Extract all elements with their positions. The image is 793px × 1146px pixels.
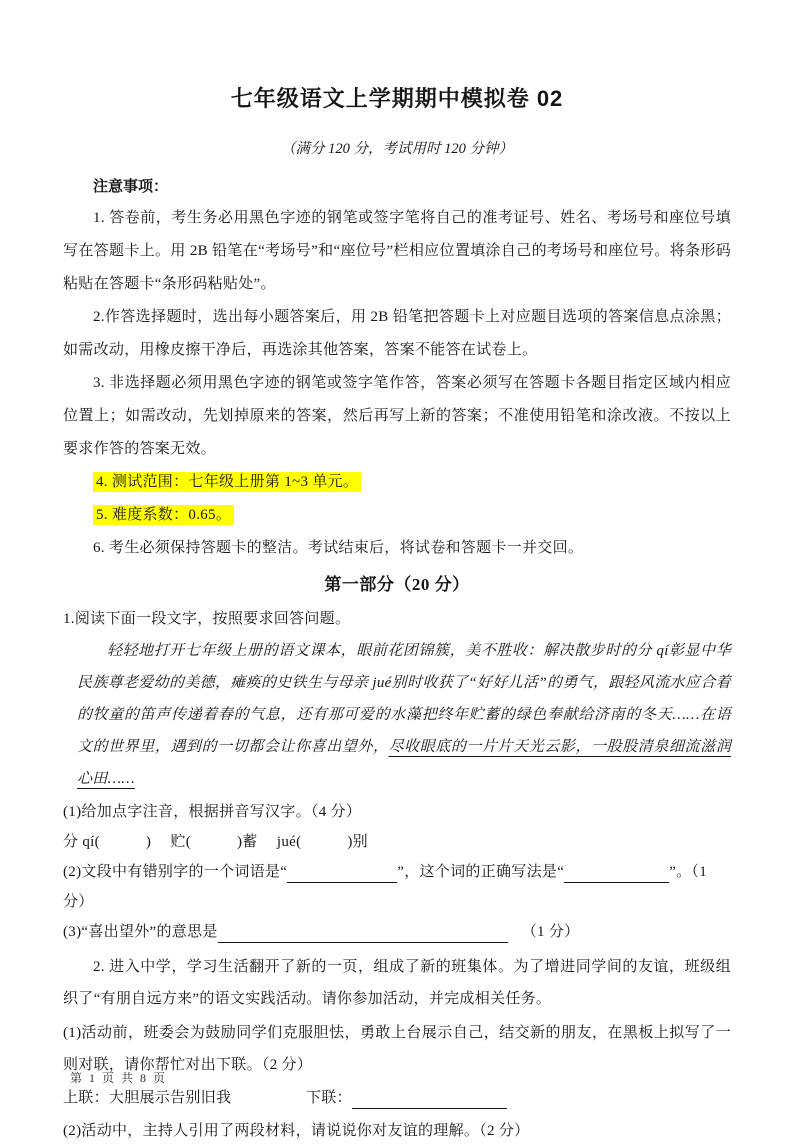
notice-item-3: 3. 非选择题必须用黑色字迹的钢笔或签字笔作答，答案必须写在答题卡各题目指定区域内相应位置上；如需改动，先划掉原来的答案，然后再写上新的答案；不准使用铅笔和涂改液。不按以上要求作答的答案无效。 bbox=[63, 375, 731, 457]
highlighted-text: 5. 难度系数：0.65。 bbox=[93, 505, 234, 525]
answer-blank bbox=[218, 927, 508, 943]
answer-blank bbox=[352, 1093, 507, 1109]
sub-2-text: ”，这个词的正确写法是“ bbox=[397, 864, 565, 880]
notice-item-4 bbox=[63, 466, 731, 499]
question-1-sub-1: (1)给加点字注音，根据拼音写汉字。（4 分） bbox=[63, 804, 362, 820]
page-footer: 第 1 页 共 8 页 bbox=[70, 1071, 168, 1085]
answer-blank bbox=[287, 867, 397, 883]
couplet-upper: 上联：大胆展示告别旧我 bbox=[63, 1090, 232, 1106]
notice-item-1: 1. 答卷前，考生务必用黑色字迹的钢笔或签字笔将自己的准考证号、姓名、考场号和座位号填写在答题卡上。用 2B 铅笔在“考场号”和“座位号”栏相应位置填涂自己的考场号和座位号。将条形码粘贴在答题卡“条形码粘贴处”。 bbox=[63, 210, 731, 292]
notice-item-5 bbox=[63, 499, 731, 532]
section-1-heading: 第一部分（20 分） bbox=[324, 575, 470, 594]
sub-3-text: （1 分） bbox=[521, 924, 580, 940]
passage-underlined-text: 尽收眼底的一片片天光云影，一股股清泉细流滋润心田…… bbox=[77, 739, 731, 787]
question-2-couplet-line bbox=[63, 1083, 731, 1113]
highlighted-text: 4. 测试范围：七年级上册第 1~3 单元。 bbox=[93, 472, 361, 492]
sub-2-text: (2)文段中有错别字的一个词语是“ bbox=[63, 864, 288, 880]
page-title: 七年级语文上学期期中模拟卷 02 bbox=[230, 86, 564, 111]
question-1-sub-2 bbox=[63, 857, 731, 917]
answer-blank bbox=[564, 867, 669, 883]
question-2-stem: 2. 进入中学，学习生活翻开了新的一页，组成了新的班集体。为了增进同学间的友谊，班级组织了“有朋自远方来”的语文实践活动。请你参加活动，并完成相关任务。 bbox=[63, 959, 731, 1007]
question-2-sub-1: (1)活动前，班委会为鼓励同学们克服胆怯，勇敢上台展示自己，结交新的朋友，在黑板上拟写了一则对联，请你帮忙对出下联。（2 分） bbox=[63, 1025, 731, 1073]
notice-item-2: 2.作答选择题时，选出每小题答案后，用 2B 铅笔把答题卡上对应题目选项的答案信息点涂黑；如需改动，用橡皮擦干净后，再选涂其他答案，答案不能答在试卷上。 bbox=[63, 309, 731, 358]
exam-subtitle: （满分 120 分，考试用时 120 分钟） bbox=[281, 141, 513, 157]
sub-3-text: (3)“喜出望外”的意思是 bbox=[63, 924, 218, 940]
couplet-lower-label: 下联： bbox=[306, 1090, 352, 1106]
question-1-pinyin-line: 分 qí( ) 贮( )蓄 jué( )别 bbox=[63, 834, 368, 850]
notice-item-6: 6. 考生必须保持答题卡的整洁。考试结束后，将试卷和答题卡一并交回。 bbox=[93, 540, 584, 556]
notice-heading: 注意事项： bbox=[93, 178, 169, 195]
question-2-sub-2: (2)活动中，主持人引用了两段材料，请说说你对友谊的理解。（2 分） bbox=[63, 1123, 530, 1139]
question-1-stem: 1.阅读下面一段文字，按照要求回答问题。 bbox=[63, 611, 351, 627]
question-1-passage bbox=[77, 635, 731, 795]
question-1-sub-3 bbox=[63, 917, 731, 947]
sub-2-text: ”。（1 分） bbox=[63, 864, 708, 910]
passage-text: 轻轻地打开七年级上册的语文课本，眼前花团锦簇，美不胜收：解决散步时的分 qí彰显中华民族尊老爱幼的美德，瘫痪的史铁生与母亲 jué别时收获了“好好儿活”的勇气，跟轻风流水应合着的牧童的笛声传递着春的气息，还有那可爱的水藻把终年贮蓄的绿色奉献给济南的冬天……在语文的世界里，遇到的一切都会让你喜出望外， bbox=[77, 643, 731, 755]
